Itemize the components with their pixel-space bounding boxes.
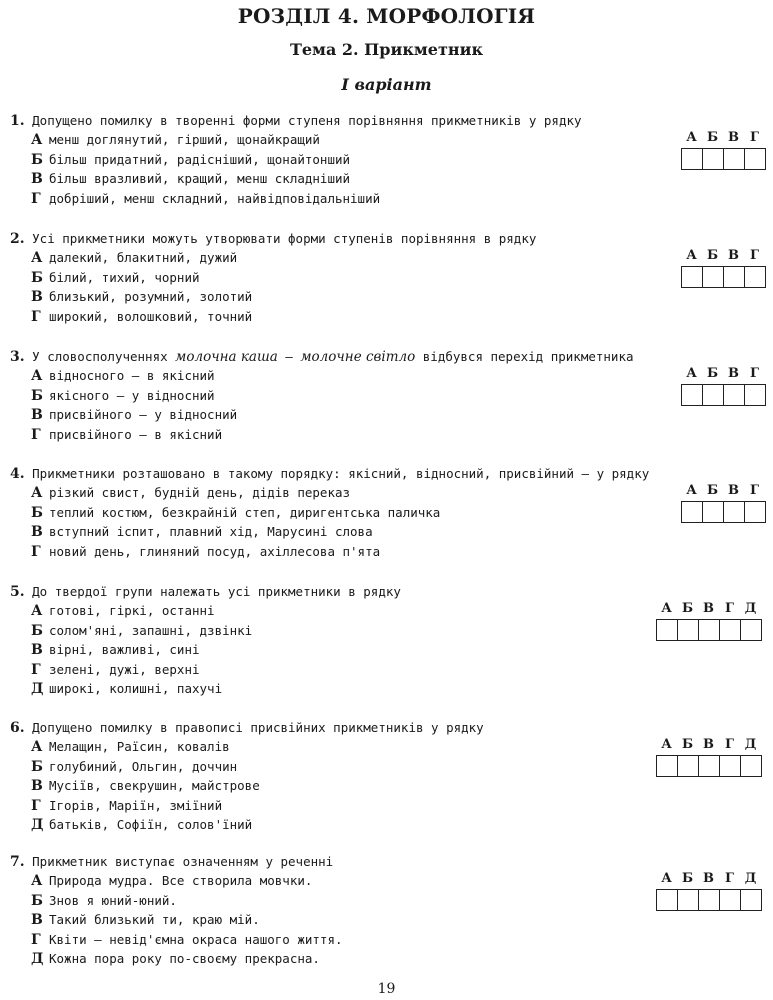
option-letter: Б [31,892,43,909]
option-h [31,189,380,209]
option-letter: Г [31,543,41,560]
option-text: якісного — у відносний [49,387,215,403]
option-text: Мусіїв, свекрушин, майстрове [49,778,260,793]
answer-box[interactable] [682,502,703,522]
options-list [31,483,440,561]
question-text [10,230,536,248]
option-text: теплий костюм, безкрайній степ, диригентська паличка [49,504,441,520]
option-v [31,640,252,660]
answer-letter: А [686,483,697,498]
question-number: 2. [10,231,25,247]
answer-box[interactable] [703,149,724,169]
option-b [31,757,260,777]
answer-letter: Б [706,483,719,498]
answer-letter: Г [725,871,734,886]
option-letter: А [31,132,43,148]
answer-box[interactable] [745,267,765,287]
option-a [31,248,252,268]
option-h [31,930,343,950]
option-letter: В [31,642,43,658]
answer-box[interactable] [724,385,745,405]
answer-grid [681,366,766,406]
option-letter: Б [31,758,43,775]
option-text: менш доглянутий, гірший, щонайкращий [49,132,320,147]
options-list [31,366,237,444]
phrase-1: молочна каша [175,349,278,365]
option-text: більш вразливий, кращий, менш складніший [49,171,351,186]
answer-box[interactable] [678,756,699,776]
option-letter: В [31,912,43,928]
answer-letters [656,737,762,753]
options-list [31,248,252,326]
answer-box[interactable] [724,267,745,287]
option-a [31,130,380,150]
option-text: широкий, волошковий, точний [49,308,253,324]
option-b [31,621,252,641]
answer-letter: Б [706,248,719,263]
option-d [31,949,343,969]
options-list [31,871,343,969]
answer-letter: В [728,130,739,145]
answer-box[interactable] [724,149,745,169]
answer-box[interactable] [699,620,720,640]
option-letter: Г [31,426,41,443]
option-a [31,737,260,757]
option-letter: А [31,603,43,619]
option-letter: Д [31,951,44,967]
option-text: добріший, менш складний, найвідповідальніший [49,190,381,206]
option-letter: А [31,873,43,889]
option-text: відносного — в якісний [49,368,215,383]
option-letter: А [31,368,43,384]
option-d [31,815,260,835]
option-text: більш придатний, радісніший, щонайтонший [49,151,351,167]
option-text: новий день, глиняний посуд, ахіллесова п'ята [49,543,381,559]
answer-letter: Д [744,871,757,886]
answer-letter: Б [706,130,719,145]
option-h [31,660,252,680]
option-a [31,483,440,503]
options-list [31,737,260,835]
option-a [31,366,237,386]
answer-letter: Б [706,366,719,381]
answer-letter: В [703,871,714,886]
option-letter: В [31,407,43,423]
option-letter: Д [31,681,44,697]
option-text: готові, гіркі, останні [49,603,215,618]
answer-letter: Г [725,737,734,752]
option-letter: В [31,778,43,794]
option-v [31,776,260,796]
answer-box[interactable] [682,149,703,169]
option-v [31,522,440,542]
page-number: 19 [377,981,396,997]
option-letter: Б [31,387,43,404]
answer-letter: Г [725,601,734,616]
answer-box[interactable] [657,620,678,640]
answer-box[interactable] [657,890,678,910]
answer-boxes [681,501,766,523]
option-text: близький, розумний, золотий [49,289,253,304]
option-b [31,386,237,406]
answer-box[interactable] [682,385,703,405]
answer-letter: Б [681,737,694,752]
answer-letter: Г [750,366,759,381]
option-text: голубиний, Ольгин, доччин [49,758,238,774]
option-v [31,910,343,930]
question-number: 1. [10,113,25,129]
option-text: зелені, дужі, верхні [49,661,200,677]
answer-letter: А [686,366,697,381]
answer-letters [681,130,766,146]
option-letter: А [31,739,43,755]
answer-box[interactable] [678,890,699,910]
option-text: батьків, Софіїн, солов'їний [49,817,253,832]
question-prompt-start: У словосполученнях [32,349,176,364]
question-prompt-end: відбувся перехід прикметника [415,349,634,364]
option-h [31,542,440,562]
question-text [10,348,634,366]
option-a [31,601,252,621]
options-list [31,601,252,699]
option-text: різкий свист, будній день, дідів переказ [49,485,351,500]
option-v [31,169,380,189]
option-text: присвійного — у відносний [49,407,238,422]
options-list [31,130,380,208]
option-text: далекий, блакитний, дужий [49,250,238,265]
option-letter: Б [31,504,43,521]
answer-box[interactable] [699,890,720,910]
answer-letter: Д [744,737,757,752]
question-prompt: Прикметник виступає означенням у реченні [32,854,334,869]
answer-letter: В [728,483,739,498]
question-text [10,719,484,737]
answer-box[interactable] [678,620,699,640]
question-number: 7. [10,854,25,870]
phrase-2: молочне світло [300,349,416,365]
question-prompt: Допущено помилку в правописі присвійних прикметників у рядку [32,720,484,735]
answer-box[interactable] [703,385,724,405]
answer-letter: А [686,130,697,145]
option-text: Ігорів, Маріїн, зміїний [49,797,223,813]
question-number: 6. [10,720,25,736]
option-letter: В [31,524,43,540]
answer-letter: А [661,737,672,752]
answer-box[interactable] [699,756,720,776]
answer-letter: В [728,366,739,381]
answer-letters [681,248,766,264]
answer-boxes [681,384,766,406]
answer-boxes [681,148,766,170]
answer-box[interactable] [745,149,765,169]
answer-letter: В [703,737,714,752]
option-text: широкі, колишні, пахучі [49,681,223,696]
answer-box[interactable] [703,267,724,287]
answer-box[interactable] [745,385,765,405]
answer-letter: А [661,601,672,616]
answer-letter: Б [681,871,694,886]
answer-letter: А [686,248,697,263]
variant-title: I варіант [341,75,432,94]
question-number: 5. [10,584,25,600]
answer-letter: Д [744,601,757,616]
option-v [31,405,237,425]
question-number: 4. [10,466,25,482]
answer-box[interactable] [703,502,724,522]
option-h [31,796,260,816]
option-letter: Б [31,269,43,286]
option-text: Природа мудра. Все створила мовчки. [49,873,313,888]
answer-boxes [656,619,762,641]
answer-box[interactable] [682,267,703,287]
option-text: Квіти — невід'ємна окраса нашого життя. [49,931,343,947]
option-letter: В [31,289,43,305]
answer-letters [681,483,766,499]
option-letter: Г [31,661,41,678]
answer-grid [681,130,766,170]
answer-grid [656,601,762,641]
answer-boxes [656,755,762,777]
topic-title: Тема 2. Прикметник [289,40,484,59]
option-letter: Г [31,308,41,325]
question-text [10,853,333,871]
answer-letters [681,366,766,382]
question-prompt: Допущено помилку в творенні форми ступеня порівняння прикметників у рядку [32,113,582,128]
answer-letter: В [728,248,739,263]
answer-box[interactable] [745,502,765,522]
question-prompt: До твердої групи належать усі прикметники в рядку [32,584,401,599]
option-letter: А [31,250,43,266]
answer-grid [681,248,766,288]
answer-box[interactable] [741,756,761,776]
option-letter: Г [31,931,41,948]
answer-grid [656,737,762,777]
option-letter: Г [31,190,41,207]
option-letter: Г [31,797,41,814]
answer-box[interactable] [720,756,741,776]
option-d [31,679,252,699]
option-h [31,425,237,445]
option-b [31,503,440,523]
question-prompt: Усі прикметники можуть утворювати форми ступенів порівняння в рядку [32,231,537,246]
answer-box[interactable] [657,756,678,776]
option-text: присвійного — в якісний [49,426,223,442]
answer-letters [656,871,762,887]
answer-boxes [656,889,762,911]
option-letter: Б [31,151,43,168]
answer-boxes [681,266,766,288]
option-b [31,150,380,170]
question-prompt: Прикметники розташовано в такому порядку: якісний, відносний, присвійний — у рядку [32,466,650,481]
option-letter: Д [31,817,44,833]
answer-box[interactable] [720,620,741,640]
answer-box[interactable] [724,502,745,522]
dash: — [277,349,301,364]
option-letter: А [31,485,43,501]
option-text: вірні, важливі, сині [49,642,200,657]
option-text: солом'яні, запашні, дзвінкі [49,622,253,638]
option-text: вступний іспит, плавний хід, Марусині слова [49,524,373,539]
question-text [10,112,582,130]
option-text: Знов я юний-юний. [49,892,177,908]
option-text: Такий близький ти, краю мій. [49,912,260,927]
answer-box[interactable] [741,890,761,910]
question-text [10,583,401,601]
option-text: Мелащин, Раїсин, ковалів [49,739,230,754]
answer-letter: В [703,601,714,616]
question-number: 3. [10,349,25,365]
answer-grid [681,483,766,523]
option-v [31,287,252,307]
option-b [31,891,343,911]
section-title: РОЗДІЛ 4. МОРФОЛОГІЯ [237,4,536,28]
option-letter: Б [31,622,43,639]
answer-letter: Г [750,130,759,145]
answer-letter: Г [750,483,759,498]
option-text: білий, тихий, чорний [49,269,200,285]
answer-box[interactable] [720,890,741,910]
option-text: Кожна пора року по-своєму прекрасна. [49,951,320,966]
question-text [10,465,649,483]
answer-letter: А [661,871,672,886]
option-a [31,871,343,891]
option-h [31,307,252,327]
option-letter: В [31,171,43,187]
option-b [31,268,252,288]
answer-letters [656,601,762,617]
answer-letter: Г [750,248,759,263]
answer-letter: Б [681,601,694,616]
answer-grid [656,871,762,911]
answer-box[interactable] [741,620,761,640]
